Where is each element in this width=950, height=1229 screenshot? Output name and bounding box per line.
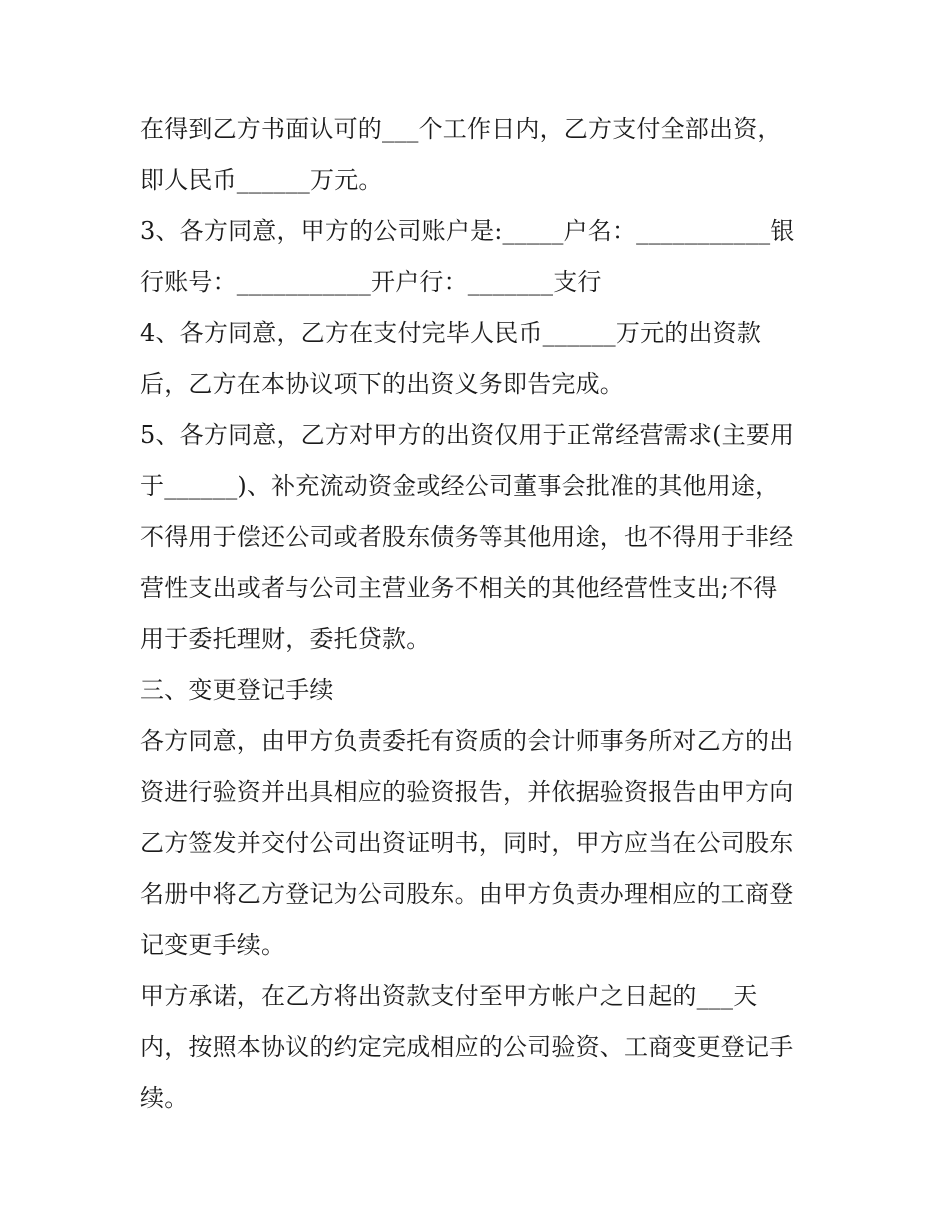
text-line: 资进行验资并出具相应的验资报告，并依据验资报告由甲方向 bbox=[140, 778, 794, 806]
text-line: 乙方签发并交付公司出资证明书，同时，甲方应当在公司股东 bbox=[140, 829, 794, 857]
document-body bbox=[140, 104, 820, 1124]
text-line: 于______)、补充流动资金或经公司董事会批准的其他用途， bbox=[140, 472, 780, 500]
text-line: 用于委托理财，委托贷款。 bbox=[140, 625, 431, 653]
text-line: 各方同意，由甲方负责委托有资质的会计师事务所对乙方的出 bbox=[140, 727, 794, 755]
text-line: 行账号：___________开户行：_______支行 bbox=[140, 268, 602, 296]
text-line: 甲方承诺，在乙方将出资款支付至甲方帐户之日起的___天 bbox=[140, 982, 758, 1010]
text-line: 后，乙方在本协议项下的出资义务即告完成。 bbox=[140, 370, 624, 398]
text-line: 5、各方同意，乙方对甲方的出资仅用于正常经营需求(主要用 bbox=[140, 421, 795, 449]
text-line: 在得到乙方书面认可的___个工作日内，乙方支付全部出资， bbox=[140, 115, 782, 143]
text-line: 即人民币______万元。 bbox=[140, 166, 383, 194]
text-line: 记变更手续。 bbox=[140, 931, 286, 959]
text-line: 名册中将乙方登记为公司股东。由甲方负责办理相应的工商登 bbox=[140, 880, 794, 908]
text-line: 续。 bbox=[140, 1084, 189, 1112]
text-line: 不得用于偿还公司或者股东债务等其他用途，也不得用于非经 bbox=[140, 523, 794, 551]
text-line: 3、各方同意，甲方的公司账户是:_____户名：___________银 bbox=[140, 217, 795, 245]
text-line: 营性支出或者与公司主营业务不相关的其他经营性支出;不得 bbox=[140, 574, 778, 602]
text-line: 4、各方同意，乙方在支付完毕人民币______万元的出资款 bbox=[140, 319, 762, 347]
section-heading: 三、变更登记手续 bbox=[140, 676, 334, 704]
text-line: 内，按照本协议的约定完成相应的公司验资、工商变更登记手 bbox=[140, 1033, 794, 1061]
